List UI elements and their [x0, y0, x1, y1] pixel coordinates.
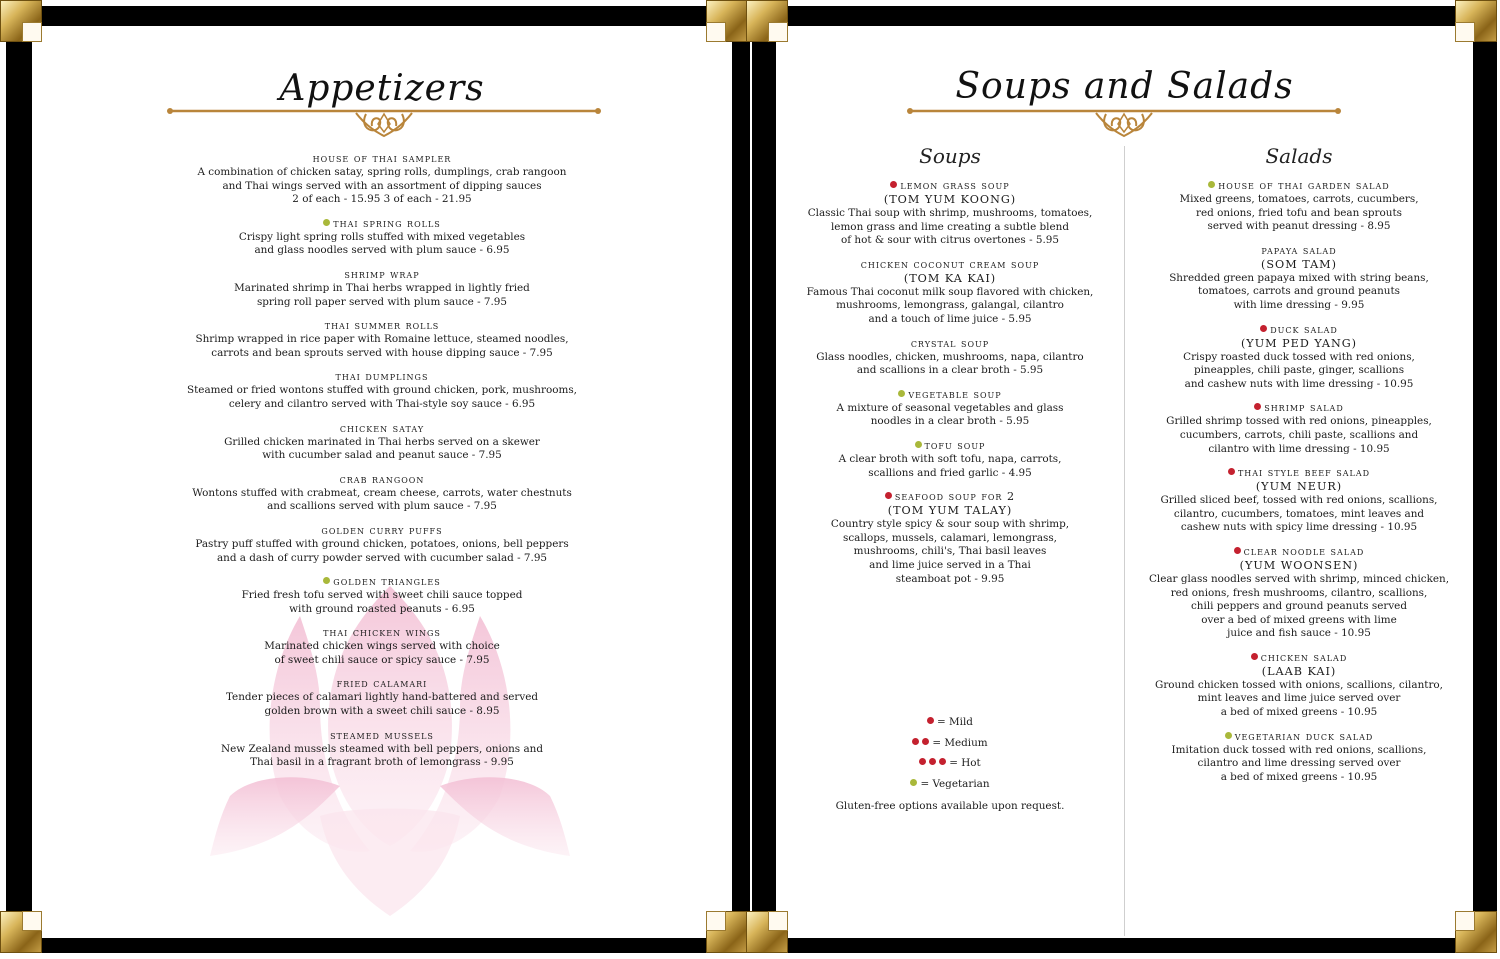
- legend-vegetarian: = Vegetarian: [776, 778, 1124, 799]
- menu-item-name: golden curry puffs: [321, 523, 443, 537]
- corner-ornament: [706, 911, 748, 953]
- menu-item-description: with cucumber salad and peanut sauce - 7.95: [262, 449, 502, 462]
- menu-item-description: 2 of each - 15.95 3 of each - 21.95: [292, 193, 472, 206]
- menu-item: [32, 152, 732, 207]
- spice-dot-icon: [1228, 468, 1235, 475]
- menu-item-description: golden brown with a sweet chili sauce - 8.95: [264, 705, 500, 718]
- menu-item-description: and scallions served with plum sauce - 7.95: [267, 500, 497, 513]
- menu-item: [32, 370, 732, 411]
- menu-item-name: golden triangles: [32, 575, 732, 589]
- right-menu-frame: [752, 6, 1497, 953]
- menu-item-description: served with peanut dressing - 8.95: [1207, 220, 1391, 233]
- menu-item-description: Classic Thai soup with shrimp, mushrooms, tomatoes,: [807, 207, 1093, 219]
- menu-item-description: A clear broth with soft tofu, napa, carrots,: [838, 452, 1062, 465]
- menu-item-description: Steamed or fried wontons stuffed with ground chicken, pork, mushrooms,: [187, 384, 577, 397]
- menu-item-name: fried calamari: [336, 677, 428, 691]
- menu-item-description: and a dash of curry powder served with cucumber salad - 7.95: [216, 551, 548, 564]
- vegetarian-dot-icon: [323, 219, 330, 226]
- menu-item-name: thai chicken wings: [323, 626, 441, 640]
- menu-item-description: chili peppers and ground peanuts served: [1190, 600, 1407, 613]
- salads-heading: Salads: [1265, 144, 1333, 168]
- menu-item-description: Grilled sliced beef, tossed with red onions, scallions,: [1160, 494, 1438, 507]
- menu-item: [32, 217, 732, 258]
- menu-item-description: Shredded green papaya mixed with string beans,: [1169, 271, 1429, 284]
- menu-item-description: Famous Thai coconut milk soup flavored with chicken,: [806, 285, 1094, 298]
- menu-item-name: thai summer rolls: [324, 319, 440, 333]
- menu-item-description: Marinated chicken wings served with choice: [264, 640, 500, 653]
- appetizers-page: [32, 26, 732, 938]
- menu-item: [32, 524, 732, 565]
- menu-item-description: Thai basil in a fragrant broth of lemongrass - 9.95: [250, 756, 514, 769]
- menu-item-name: house of thai sampler: [312, 152, 452, 165]
- menu-item-description: Shrimp wrapped in rice paper with Romaine lettuce, steamed noodles,: [195, 333, 569, 346]
- spice-dot-icon: [1254, 403, 1261, 410]
- spice-dot-icon: [1251, 653, 1258, 660]
- menu-item: [32, 268, 732, 309]
- menu-item-thai-name: (TOM KA KAI): [903, 271, 997, 285]
- menu-item: [1125, 244, 1473, 313]
- menu-item-name: steamed mussels: [330, 728, 434, 742]
- menu-item: [776, 388, 1124, 429]
- corner-ornament: [0, 0, 42, 42]
- spice-dot-icon: [1234, 547, 1241, 554]
- menu-item-description: Glass noodles, chicken, mushrooms, napa, cilantro: [816, 350, 1084, 363]
- menu-item-description: of sweet chili sauce or spicy sauce - 7.95: [274, 653, 490, 666]
- spice-dot-icon: [890, 181, 897, 188]
- menu-item-name: thai style beef salad: [1125, 466, 1473, 480]
- menu-item-description: Crispy roasted duck tossed with red onions,: [1183, 350, 1415, 363]
- menu-item-description: scallops, mussels, calamari, lemongrass,: [843, 531, 1057, 544]
- menu-item: [32, 473, 732, 514]
- menu-item: [776, 337, 1124, 378]
- gluten-free-note: Gluten-free options available upon request.: [835, 800, 1065, 812]
- menu-item-description: noodles in a clear broth - 5.95: [870, 415, 1030, 428]
- menu-item: [776, 179, 1124, 248]
- menu-item-description: red onions, fried tofu and bean sprouts: [1196, 206, 1402, 219]
- vegetarian-dot-icon: [915, 441, 922, 448]
- corner-ornament: [746, 911, 788, 953]
- menu-item-name: house of thai garden salad: [1125, 179, 1473, 193]
- menu-item-name: shrimp salad: [1125, 401, 1473, 415]
- menu-item-name: shrimp wrap: [344, 267, 420, 281]
- menu-item-name: vegetable soup: [776, 388, 1124, 402]
- menu-item-description: and Thai wings served with an assortment of dipping sauces: [222, 179, 542, 192]
- menu-item: [32, 319, 732, 360]
- menu-item-thai-name: (TOM YUM TALAY): [887, 504, 1013, 518]
- title-flourish: [166, 102, 602, 142]
- menu-item-description: cilantro, cucumbers, tomatoes, mint leaves and: [1173, 507, 1425, 520]
- menu-item-description: cilantro and lime dressing served over: [1197, 757, 1401, 770]
- spice-dot-icon: [1260, 325, 1267, 332]
- title-flourish: [906, 102, 1342, 142]
- menu-item-description: celery and cilantro served with Thai-style soy sauce - 6.95: [228, 397, 536, 410]
- menu-item-description: with ground roasted peanuts - 6.95: [289, 602, 475, 615]
- menu-item-description: over a bed of mixed greens with lime: [1201, 613, 1397, 626]
- menu-item-description: cashew nuts with spicy lime dressing - 10.95: [1180, 521, 1418, 534]
- menu-item-name: chicken salad: [1125, 651, 1473, 665]
- menu-item-name: crystal soup: [910, 336, 990, 350]
- menu-item-description: Pastry puff stuffed with ground chicken, potatoes, onions, bell peppers: [195, 537, 569, 550]
- menu-item-description: a bed of mixed greens - 10.95: [1220, 770, 1378, 783]
- menu-item-description: Country style spicy & sour soup with shrimp,: [830, 518, 1070, 531]
- menu-item-name: seafood soup for 2: [776, 490, 1124, 504]
- menu-item: [32, 626, 732, 667]
- menu-item-description: cucumbers, carrots, chili paste, scallions and: [1179, 428, 1419, 441]
- menu-item-description: a bed of mixed greens - 10.95: [1220, 706, 1378, 719]
- menu-item-description: and a touch of lime juice - 5.95: [868, 312, 1032, 325]
- menu-item-description: cilantro with lime dressing - 10.95: [1208, 442, 1390, 455]
- menu-item-description: Fried fresh tofu served with sweet chili sauce topped: [241, 589, 523, 602]
- vegetarian-dot-icon: [323, 577, 330, 584]
- menu-item-description: pineapples, chili paste, ginger, scallions: [1193, 364, 1405, 377]
- menu-item-description: with lime dressing - 9.95: [1233, 298, 1365, 311]
- menu-item-name: lemon grass soup: [776, 179, 1124, 193]
- menu-item-thai-name: (SOM TAM): [1261, 257, 1337, 271]
- menu-item-description: Grilled chicken marinated in Thai herbs served on a skewer: [224, 435, 540, 448]
- menu-item-name: tofu soup: [776, 439, 1124, 453]
- menu-item: [1125, 179, 1473, 234]
- menu-item-name: thai dumplings: [335, 370, 429, 384]
- soups-salads-page: [776, 26, 1473, 938]
- menu-item-description: A combination of chicken satay, spring rolls, dumplings, crab rangoon: [197, 166, 567, 178]
- menu-item-description: tomatoes, carrots and ground peanuts: [1198, 285, 1400, 298]
- spice-dot-icon: [885, 492, 892, 499]
- menu-item: [32, 677, 732, 718]
- corner-ornament: [0, 911, 42, 953]
- menu-item-thai-name: (YUM PED YANG): [1240, 336, 1358, 350]
- menu-item-description: and lime juice served in a Thai: [869, 558, 1031, 571]
- menu-item-name: thai spring rolls: [32, 217, 732, 231]
- menu-item-description: Crispy light spring rolls stuffed with mixed vegetables: [238, 230, 526, 243]
- menu-item-description: of hot & sour with citrus overtones - 5.95: [840, 234, 1060, 247]
- appetizers-title: Appetizers: [279, 68, 485, 109]
- menu-item: [1125, 466, 1473, 535]
- menu-item-description: juice and fish sauce - 10.95: [1227, 627, 1371, 640]
- vegetarian-dot-icon: [1225, 732, 1232, 739]
- menu-item: [1125, 401, 1473, 456]
- menu-item-description: A mixture of seasonal vegetables and glass: [836, 401, 1064, 414]
- menu-item-description: Ground chicken tossed with onions, scallions, cilantro,: [1155, 678, 1443, 691]
- menu-item-description: Wontons stuffed with crabmeat, cream cheese, carrots, water chestnuts: [192, 486, 572, 499]
- menu-item-thai-name: (YUM NEUR): [1255, 480, 1343, 494]
- menu-item: [1125, 545, 1473, 641]
- menu-item: [776, 439, 1124, 480]
- menu-item-description: Tender pieces of calamari lightly hand-battered and served: [225, 691, 539, 704]
- soups-heading: Soups: [919, 144, 981, 168]
- menu-item: [776, 258, 1124, 327]
- soups-salads-title: Soups and Salads: [955, 66, 1294, 107]
- menu-item-description: Grilled shrimp tossed with red onions, pineapples,: [1166, 415, 1432, 428]
- appetizer-list: [32, 152, 732, 780]
- corner-ornament: [706, 0, 748, 42]
- menu-item-name: chicken coconut cream soup: [860, 257, 1040, 271]
- menu-item-description: mushrooms, chili's, Thai basil leaves: [853, 545, 1047, 558]
- legend-medium: = Medium: [776, 737, 1124, 758]
- menu-item-description: Clear glass noodles served with shrimp, minced chicken,: [1148, 572, 1450, 585]
- corner-ornament: [1455, 911, 1497, 953]
- menu-item-thai-name: (YUM WOONSEN): [1239, 558, 1359, 572]
- soup-list: [776, 179, 1124, 596]
- menu-item-name: crab rangoon: [339, 472, 425, 486]
- menu-item-thai-name: (LAAB KAI): [1261, 664, 1337, 678]
- menu-item-description: spring roll paper served with plum sauce - 7.95: [256, 295, 508, 308]
- vegetarian-dot-icon: [898, 390, 905, 397]
- menu-item-description: scallions and fried garlic - 4.95: [868, 466, 1032, 479]
- menu-item: [1125, 651, 1473, 720]
- menu-item-description: mushrooms, lemongrass, galangal, cilantro: [836, 299, 1064, 312]
- menu-item-description: Imitation duck tossed with red onions, scallions,: [1171, 743, 1427, 756]
- salad-list: [1125, 179, 1473, 794]
- dietary-legend: [776, 716, 1124, 812]
- menu-item-description: mint leaves and lime juice served over: [1197, 692, 1401, 705]
- corner-ornament: [746, 0, 788, 42]
- menu-item-name: chicken satay: [339, 421, 425, 435]
- legend-hot: = Hot: [776, 757, 1124, 778]
- menu-item: [1125, 323, 1473, 392]
- corner-ornament: [1455, 0, 1497, 42]
- menu-item-name: vegetarian duck salad: [1125, 730, 1473, 744]
- menu-item-description: steamboat pot - 9.95: [895, 572, 1005, 585]
- menu-item-description: New Zealand mussels steamed with bell peppers, onions and: [221, 742, 543, 755]
- menu-item-name: clear noodle salad: [1125, 545, 1473, 559]
- menu-item-name: papaya salad: [1261, 243, 1337, 257]
- menu-item: [776, 490, 1124, 586]
- menu-item-description: red onions, fresh mushrooms, cilantro, scallions,: [1170, 586, 1428, 599]
- menu-item-description: Marinated shrimp in Thai herbs wrapped in lightly fried: [234, 281, 530, 294]
- menu-item: [32, 575, 732, 616]
- menu-item-description: and scallions in a clear broth - 5.95: [856, 364, 1044, 377]
- legend-mild: = Mild: [776, 716, 1124, 737]
- menu-item: [32, 729, 732, 770]
- menu-item-thai-name: (TOM YUM KOONG): [883, 193, 1017, 206]
- menu-item-description: and cashew nuts with lime dressing - 10.95: [1184, 377, 1414, 390]
- menu-item-description: Mixed greens, tomatoes, carrots, cucumbers,: [1179, 193, 1419, 205]
- vegetarian-dot-icon: [1208, 181, 1215, 188]
- menu-item: [32, 422, 732, 463]
- menu-item-name: duck salad: [1125, 323, 1473, 337]
- left-menu-frame: [6, 6, 750, 953]
- menu-item-description: and glass noodles served with plum sauce - 6.95: [254, 244, 510, 257]
- menu-item-description: lemon grass and lime creating a subtle blend: [830, 220, 1069, 233]
- menu-item: [1125, 730, 1473, 785]
- menu-item-description: carrots and bean sprouts served with house dipping sauce - 7.95: [211, 346, 553, 359]
